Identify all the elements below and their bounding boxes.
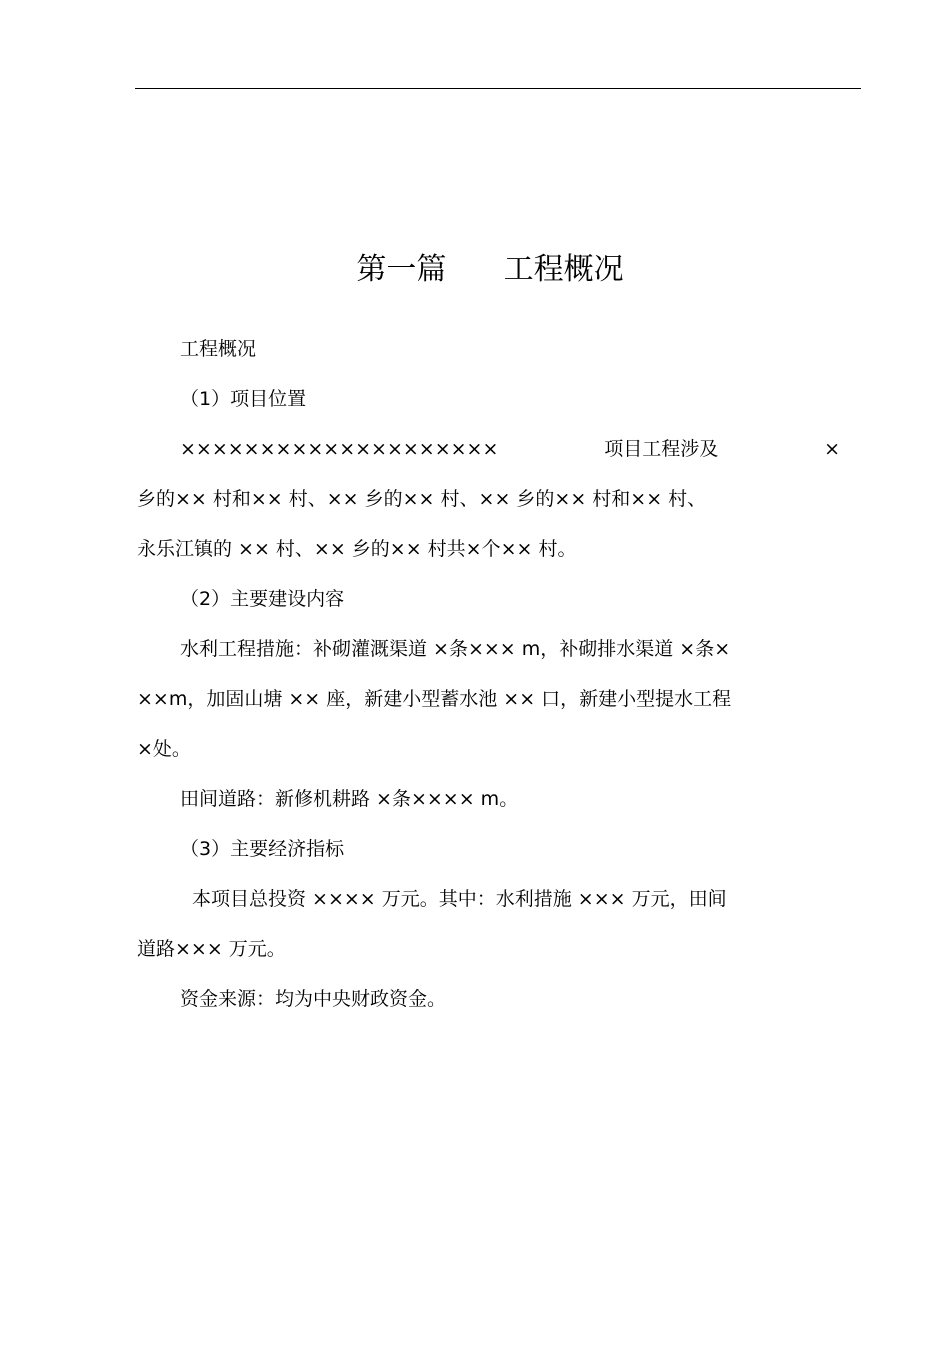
item3-line-2: 道路××× 万元。 xyxy=(137,938,286,960)
item1-line-2: 乡的×× 村和×× 村、×× 乡的×× 村、×× 乡的×× 村和×× 村、 xyxy=(137,488,707,510)
header-rule xyxy=(135,88,861,89)
item1-line-1-left: ×××××××××××××××××××× xyxy=(180,438,499,460)
item1-line-1-mid: 项目工程涉及 xyxy=(604,438,719,460)
funding-source: 资金来源：均为中央财政资金。 xyxy=(180,988,447,1010)
item2-line-2: ××m，加固山塘 ×× 座，新建小型蓄水池 ×× 口，新建小型提水工程 xyxy=(137,688,732,710)
item3-line-1: 本项目总投资 ×××× 万元。其中：水利措施 ××× 万元，田间 xyxy=(192,888,727,910)
item1-line-1-right: × xyxy=(824,438,840,460)
item2-roads: 田间道路：新修机耕路 ×条×××× m。 xyxy=(180,788,519,810)
item1-line-3: 永乐江镇的 ×× 村、×× 乡的×× 村共×个×× 村。 xyxy=(137,538,577,560)
item2-line-1: 水利工程措施：补砌灌溉渠道 ×条××× m，补砌排水渠道 ×条× xyxy=(180,638,731,660)
item3-heading: （3）主要经济指标 xyxy=(180,838,345,860)
item2-line-3: ×处。 xyxy=(137,738,191,760)
document-body xyxy=(137,324,840,1024)
page-title: 第一篇 工程概况 xyxy=(356,252,624,287)
item1-line-1 xyxy=(137,424,840,474)
section-heading: 工程概况 xyxy=(180,338,257,360)
item1-heading: （1）项目位置 xyxy=(180,388,307,410)
item2-heading: （2）主要建设内容 xyxy=(180,588,345,610)
